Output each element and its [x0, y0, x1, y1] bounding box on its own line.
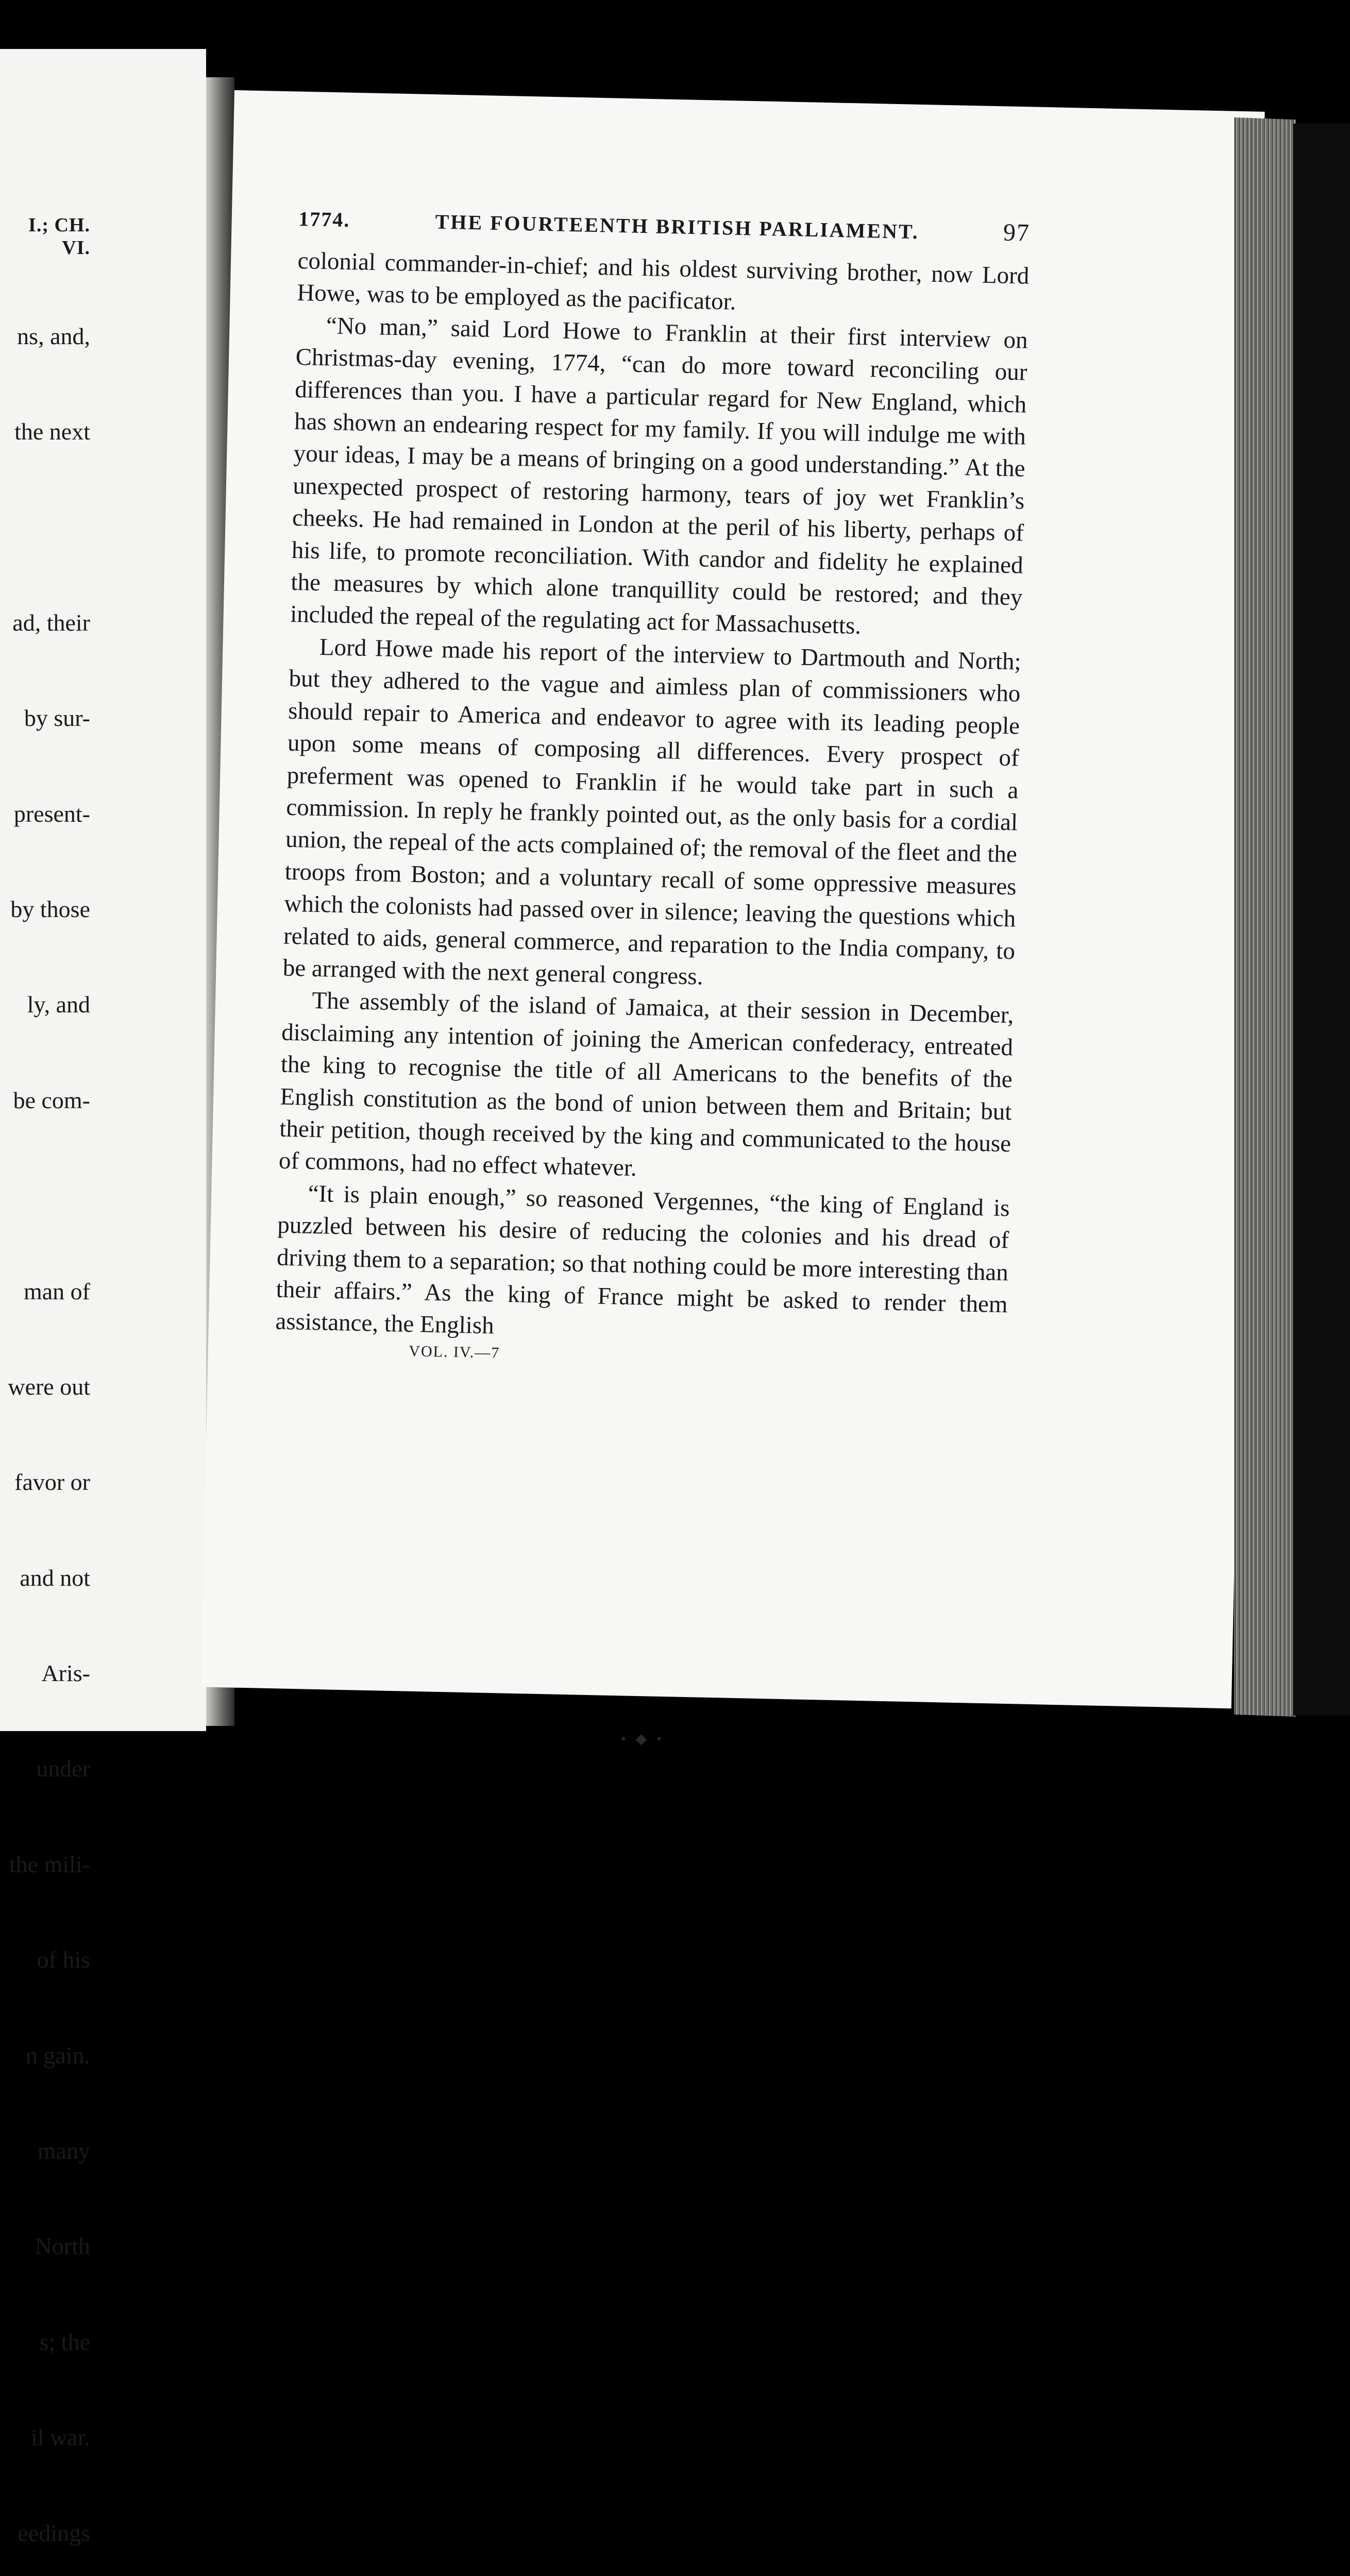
left-line: ns, and,: [17, 323, 90, 349]
left-line: under: [36, 1755, 90, 1782]
header-year: 1774.: [298, 207, 350, 232]
right-page-text: [275, 204, 1031, 1372]
left-line: the mili-: [9, 1851, 90, 1877]
left-line: by those: [10, 895, 90, 922]
left-line: Aris-: [41, 1660, 90, 1687]
book-binding-shadow: [1293, 124, 1350, 1716]
left-line: present-: [13, 800, 90, 827]
left-line: many: [37, 2138, 90, 2164]
paragraph: The assembly of the island of Jamaica, at their session in December, disclaiming any intention of joining the American confederacy, entreated the king to recognise the title of all Americans to the benefits of the English constitution as the bond of union between them and Britain; but their petition, though received by the king and communicated to the house of commons, had no effect whatever.: [278, 987, 1014, 1182]
left-line: favor or: [14, 1469, 90, 1496]
paragraph: “No man,” said Lord Howe to Franklin at their first interview on Christmas-day evening, 1774, “can do more toward reconciling our differences than you. I have a particular regard for New England, which has shown an endearing respect for my family. If you will indulge me with your ideas, I may be a means of bringing on a good understanding.” At the unexpected prospect of restoring harmony, tears of joy wet Franklin’s cheeks. He had remained in London at the peril of his liberty, perhaps of his life, to promote reconciliation. With candor and fidelity he explained the measures by which alone tranquillity could be restored; and they included the repeal of the regulating act for Massachusetts.: [290, 312, 1028, 640]
left-page-text: [0, 257, 90, 2576]
left-line: [0, 1180, 90, 1212]
paragraph: colonial commander-in-chief; and his oldest surviving brother, now Lord Howe, was to be employed as the pacificator.: [296, 247, 1030, 316]
left-line: be com-: [13, 1087, 90, 1113]
scan-speck: • ◆ •: [621, 1731, 665, 1747]
left-running-head: I.; CH. VI.: [28, 214, 90, 259]
left-line: s; the: [39, 2328, 90, 2355]
left-line: ad, their: [12, 609, 90, 636]
paragraph: “It is plain enough,” so reasoned Vergennes, “the king of England is puzzled between his desire of reducing the colonies and his dread of driving them to a separation; so that nothing could be more interesting than their affairs.” As the king of France might be asked to render them assistance, the English: [275, 1180, 1010, 1340]
left-line: [0, 511, 90, 543]
left-line: and not: [20, 1564, 90, 1591]
page-edges: [1234, 117, 1296, 1717]
left-line: North: [35, 2233, 90, 2260]
left-line: by sur-: [24, 705, 90, 732]
signature-mark: VOL. IV.—7: [409, 1342, 500, 1362]
left-line: ly, and: [27, 991, 90, 1018]
left-line: were out: [8, 1373, 90, 1400]
running-title: THE FOURTEENTH BRITISH PARLIAMENT.: [435, 210, 920, 244]
page-number: 97: [1003, 218, 1031, 247]
paragraph: Lord Howe made his report of the interview to Dartmouth and North; but they adhered to the vague and aimless plan of commissioners who should repair to America and endeavor to agree with its leading people upon some means of composing all differences. Every prospect of preferment was opened to Franklin if he would take part in such a commission. In reply he frankly pointed out, as the only basis for a cordial union, the repeal of the acts complained of; the removal of the fleet and the troops from Boston; and a voluntary recall of some oppressive measures which the colonists had passed over in silence; leaving the questions which related to aids, general commerce, and reparation to the India company, to be arranged with the next general congress.: [282, 633, 1022, 990]
left-line: man of: [23, 1278, 90, 1304]
left-line: eedings: [18, 2519, 90, 2546]
left-line: n gain.: [25, 2042, 90, 2069]
left-line: il war.: [31, 2424, 90, 2451]
left-line: the next: [14, 418, 90, 445]
left-line: of his: [37, 1946, 90, 1973]
